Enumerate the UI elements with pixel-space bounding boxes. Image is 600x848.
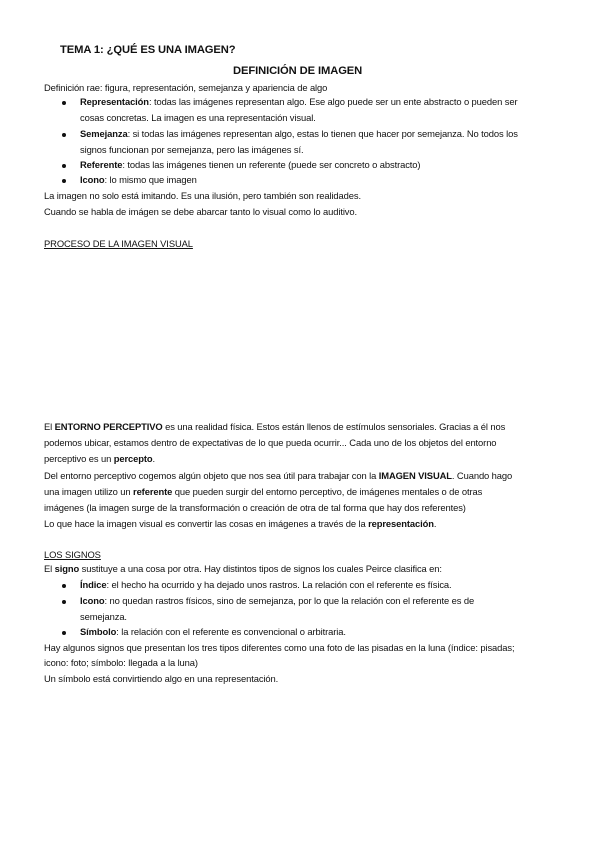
paragraph-line: perceptivo es un percepto. <box>44 453 156 464</box>
bullet-icon <box>62 164 66 168</box>
bullet-indice: Índice: el hecho ha ocurrido y ha dejado unos rastros. La relación con el referente es física. <box>80 579 452 590</box>
section-heading-definicion: DEFINICIÓN DE IMAGEN <box>233 65 363 77</box>
paragraph-line: icono: foto; símbolo: llegada a la luna) <box>44 657 198 668</box>
paragraph-line: Hay algunos signos que presentan los tres tipos diferentes como una foto de las pisadas en la luna (índice: pisadas; <box>44 642 515 653</box>
paragraph-line: Del entorno perceptivo cogemos algún objeto que nos sea útil para trabajar con la IMAGEN VISUAL. Cuando hago <box>44 470 513 481</box>
paragraph-line: Lo que hace la imagen visual es convertir las cosas en imágenes a través de la representación. <box>44 518 437 529</box>
bullet-semejanza-cont: signos funcionan por semejanza, pero las imágenes sí. <box>80 144 304 155</box>
bullet-representacion: Representación: todas las imágenes representan algo. Ese algo puede ser un ente abstracto o pueden ser <box>80 96 518 107</box>
bullet-referente: Referente: todas las imágenes tienen un referente (puede ser concreto o abstracto) <box>80 159 421 170</box>
paragraph: La imagen no solo está imitando. Es una ilusión, pero también son realidades. <box>44 190 361 201</box>
bullet-icon <box>62 133 66 137</box>
paragraph-line: El ENTORNO PERCEPTIVO es una realidad física. Estos están llenos de estímulos sensoriales. Gracias a él nos <box>44 421 506 432</box>
bullet-icono-signo: Icono: no quedan rastros físicos, sino de semejanza, por lo que la relación con el referente es de <box>80 595 475 606</box>
bullet-simbolo: Símbolo: la relación con el referente es convencional o arbitraria. <box>80 626 346 637</box>
paragraph-line: una imagen utilizo un referente que pueden surgir del entorno perceptivo, de imágenes mentales o de otras <box>44 486 483 497</box>
bullet-icon <box>62 600 66 604</box>
bullet-semejanza: Semejanza: si todas las imágenes representan algo, estas lo tienen que hacer por semejanza. No todos los <box>80 128 518 139</box>
page-title: TEMA 1: ¿QUÉ ES UNA IMAGEN? <box>60 44 236 56</box>
paragraph-line: El signo sustituye a una cosa por otra. Hay distintos tipos de signos los cuales Peirce clasifica en: <box>44 563 442 574</box>
section-heading-proceso: PROCESO DE LA IMAGEN VISUAL <box>44 238 193 249</box>
bullet-icon <box>62 631 66 635</box>
section-heading-signos: LOS SIGNOS <box>44 549 101 560</box>
bullet-icon <box>62 101 66 105</box>
definition-line: Definición rae: figura, representación, semejanza y apariencia de algo <box>44 82 328 93</box>
bullet-icon <box>62 584 66 588</box>
paragraph: Cuando se habla de imágen se debe abarcar tanto lo visual como lo auditivo. <box>44 206 358 217</box>
paragraph-line: podemos ubicar, estamos dentro de expectativas de lo que pueda ocurrir... Cada uno de los objetos del entorno <box>44 437 497 448</box>
paragraph-line: imágenes (la imagen surge de la transformación o creación de otra de tal forma que hay dos referentes) <box>44 502 466 513</box>
bullet-icono-cont: semejanza. <box>80 611 127 622</box>
paragraph-line: Un símbolo está convirtiendo algo en una representación. <box>44 673 279 684</box>
bullet-representacion-cont: cosas concretas. La imagen es una representación visual. <box>80 112 316 123</box>
bullet-icon <box>62 179 66 183</box>
bullet-icono: Icono: lo mismo que imagen <box>80 174 197 185</box>
